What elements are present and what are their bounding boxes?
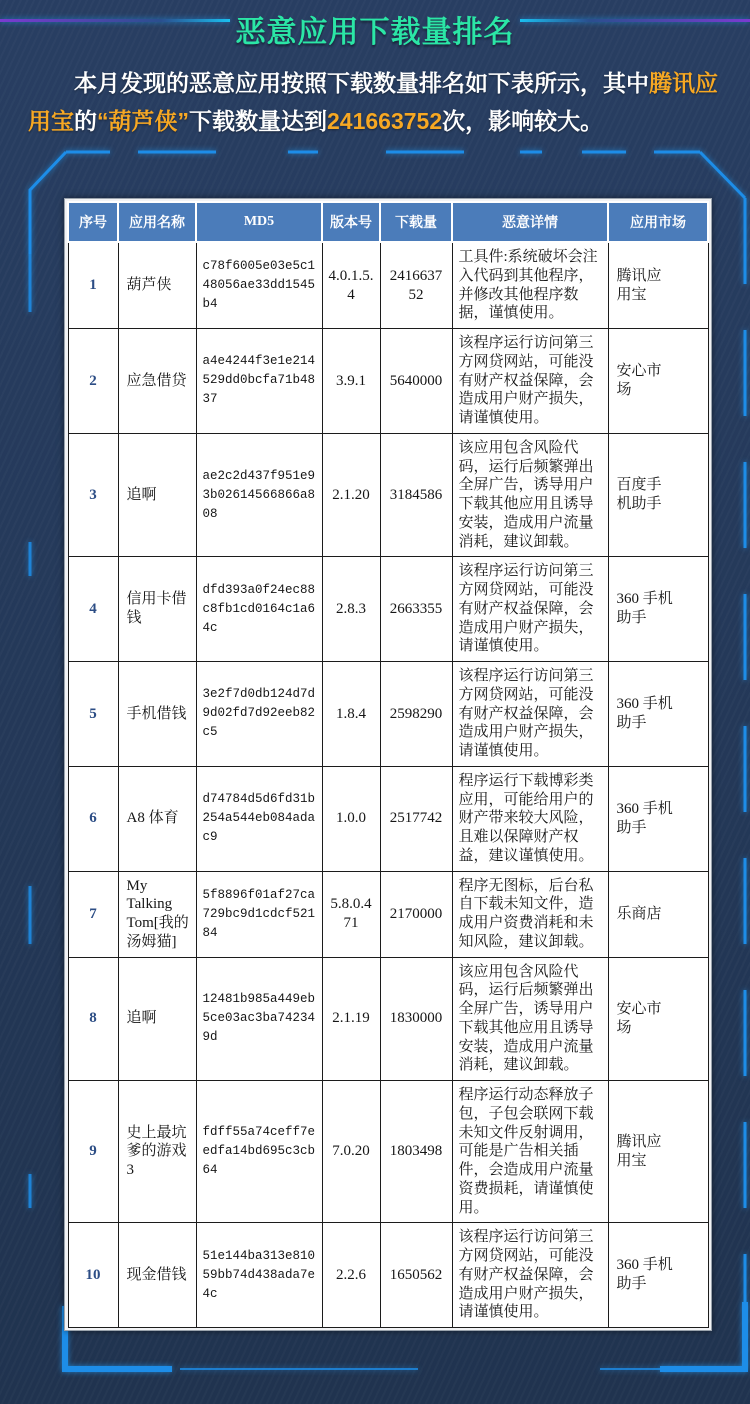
cell-detail: 该应用包含风险代码，运行后频繁弹出全屏广告，诱导用户下载其他应用且诱导安装，造成用户流量消耗，建议卸载。 [452, 433, 608, 557]
intro-segment-3: “葫芦侠” [97, 108, 189, 134]
cell-name: 信用卡借钱 [118, 557, 196, 662]
cell-market: 安心市场 [608, 957, 708, 1081]
cell-md5: 5f8896f01af27ca729bc9d1cdcf52184 [196, 871, 322, 957]
cell-downloads: 3184586 [380, 433, 452, 557]
cell-md5: ae2c2d437f951e93b02614566866a808 [196, 433, 322, 557]
cell-market: 安心市场 [608, 329, 708, 434]
cell-md5: dfd393a0f24ec88c8fb1cd0164c1a64c [196, 557, 322, 662]
intro-paragraph [28, 64, 722, 140]
cell-detail: 该程序运行访问第三方网贷网站，可能没有财产权益保障，会造成用户财产损失，请谨慎使用。 [452, 662, 608, 767]
column-header-5: 恶意详情 [452, 202, 608, 242]
cell-name: 应急借贷 [118, 329, 196, 434]
column-header-1: 应用名称 [118, 202, 196, 242]
cell-version: 2.1.20 [322, 433, 380, 557]
table-row [68, 433, 708, 557]
cell-name: 追啊 [118, 957, 196, 1081]
cell-market: 乐商店 [608, 871, 708, 957]
intro-segment-1: 腾讯应用宝 [28, 70, 718, 134]
cell-version: 2.1.19 [322, 957, 380, 1081]
table-row [68, 957, 708, 1081]
table-row [68, 871, 708, 957]
cell-name: 手机借钱 [118, 662, 196, 767]
column-header-0: 序号 [68, 202, 118, 242]
page-title: 恶意应用下载量排名 [235, 16, 515, 49]
table-sheet [64, 198, 712, 1331]
cell-downloads: 5640000 [380, 329, 452, 434]
cell-num: 1 [68, 242, 118, 329]
cell-md5: d74784d5d6fd31b254a544eb084adac9 [196, 766, 322, 871]
cell-md5: fdff55a74ceff7eedfa14bd695c3cb64 [196, 1081, 322, 1223]
column-header-2: MD5 [196, 202, 322, 242]
table-row [68, 766, 708, 871]
cell-downloads: 2663355 [380, 557, 452, 662]
cell-md5: 3e2f7d0db124d7d9d02fd7d92eeb82c5 [196, 662, 322, 767]
cell-downloads: 1830000 [380, 957, 452, 1081]
intro-segment-4: 下载数量达到 [189, 108, 327, 134]
cell-downloads: 241663752 [380, 242, 452, 329]
table-row [68, 329, 708, 434]
table-row [68, 662, 708, 767]
intro-segment-5: 241663752 [327, 108, 443, 134]
cell-num: 3 [68, 433, 118, 557]
intro-segment-6: 次，影响较大。 [442, 108, 604, 134]
cell-num: 10 [68, 1223, 118, 1328]
cell-detail: 程序无图标，后台私自下载未知文件，造成用户资费消耗和未知风险，建议卸载。 [452, 871, 608, 957]
cell-market: 360 手机助手 [608, 766, 708, 871]
cell-name: 现金借钱 [118, 1223, 196, 1328]
cell-downloads: 1650562 [380, 1223, 452, 1328]
table-row [68, 242, 708, 329]
cell-md5: a4e4244f3e1e214529dd0bcfa71b4837 [196, 329, 322, 434]
cell-detail: 工具件:系统破坏会注入代码到其他程序，并修改其他程序数据，谨慎使用。 [452, 242, 608, 329]
cell-name: My Talking Tom[我的汤姆猫] [118, 871, 196, 957]
title-row [0, 0, 750, 51]
cell-version: 7.0.20 [322, 1081, 380, 1223]
cell-version: 4.0.1.5.4 [322, 242, 380, 329]
cell-name: 追啊 [118, 433, 196, 557]
cell-num: 2 [68, 329, 118, 434]
column-header-4: 下载量 [380, 202, 452, 242]
table-row [68, 1223, 708, 1328]
cell-detail: 该应用包含风险代码，运行后频繁弹出全屏广告，诱导用户下载其他应用且诱导安装，造成用户流量消耗，建议卸载。 [452, 957, 608, 1081]
cell-downloads: 2517742 [380, 766, 452, 871]
cell-name: A8 体育 [118, 766, 196, 871]
cell-version: 5.8.0.471 [322, 871, 380, 957]
table-header-row [68, 202, 708, 242]
cell-num: 8 [68, 957, 118, 1081]
cell-market: 360 手机助手 [608, 662, 708, 767]
cell-num: 5 [68, 662, 118, 767]
malicious-apps-table [67, 201, 709, 1328]
cell-market: 腾讯应用宝 [608, 242, 708, 329]
cell-num: 4 [68, 557, 118, 662]
table-row [68, 1081, 708, 1223]
cell-detail: 程序运行动态释放子包，子包会联网下载未知文件反射调用，可能是广告相关插件，会造成用户流量资费损耗，请谨慎使用。 [452, 1081, 608, 1223]
cell-detail: 该程序运行访问第三方网贷网站，可能没有财产权益保障，会造成用户财产损失，请谨慎使用。 [452, 557, 608, 662]
cell-name: 葫芦侠 [118, 242, 196, 329]
cell-md5: 12481b985a449eb5ce03ac3ba742349d [196, 957, 322, 1081]
cell-downloads: 2598290 [380, 662, 452, 767]
cell-version: 3.9.1 [322, 329, 380, 434]
cell-detail: 该程序运行访问第三方网贷网站，可能没有财产权益保障，会造成用户财产损失，请谨慎使用。 [452, 329, 608, 434]
cell-market: 百度手机助手 [608, 433, 708, 557]
column-header-3: 版本号 [322, 202, 380, 242]
cell-downloads: 1803498 [380, 1081, 452, 1223]
cell-downloads: 2170000 [380, 871, 452, 957]
cell-detail: 该程序运行访问第三方网贷网站，可能没有财产权益保障，会造成用户财产损失，请谨慎使用。 [452, 1223, 608, 1328]
table-row [68, 557, 708, 662]
cell-version: 2.2.6 [322, 1223, 380, 1328]
column-header-6: 应用市场 [608, 202, 708, 242]
cell-md5: 51e144ba313e81059bb74d438ada7e4c [196, 1223, 322, 1328]
cell-name: 史上最坑爹的游戏3 [118, 1081, 196, 1223]
cell-market: 360 手机助手 [608, 1223, 708, 1328]
cell-num: 9 [68, 1081, 118, 1223]
cell-md5: c78f6005e03e5c148056ae33dd1545b4 [196, 242, 322, 329]
cell-market: 360 手机助手 [608, 557, 708, 662]
cell-num: 7 [68, 871, 118, 957]
intro-segment-0: 本月发现的恶意应用按照下载数量排名如下表所示，其中 [74, 70, 649, 96]
cell-version: 1.8.4 [322, 662, 380, 767]
intro-segment-2: 的 [74, 108, 97, 134]
cell-detail: 程序运行下载博彩类应用，可能给用户的财产带来较大风险，且难以保障财产权益，建议谨慎使用。 [452, 766, 608, 871]
cell-num: 6 [68, 766, 118, 871]
cell-market: 腾讯应用宝 [608, 1081, 708, 1223]
cell-version: 1.0.0 [322, 766, 380, 871]
table-body [68, 242, 708, 1328]
cell-version: 2.8.3 [322, 557, 380, 662]
